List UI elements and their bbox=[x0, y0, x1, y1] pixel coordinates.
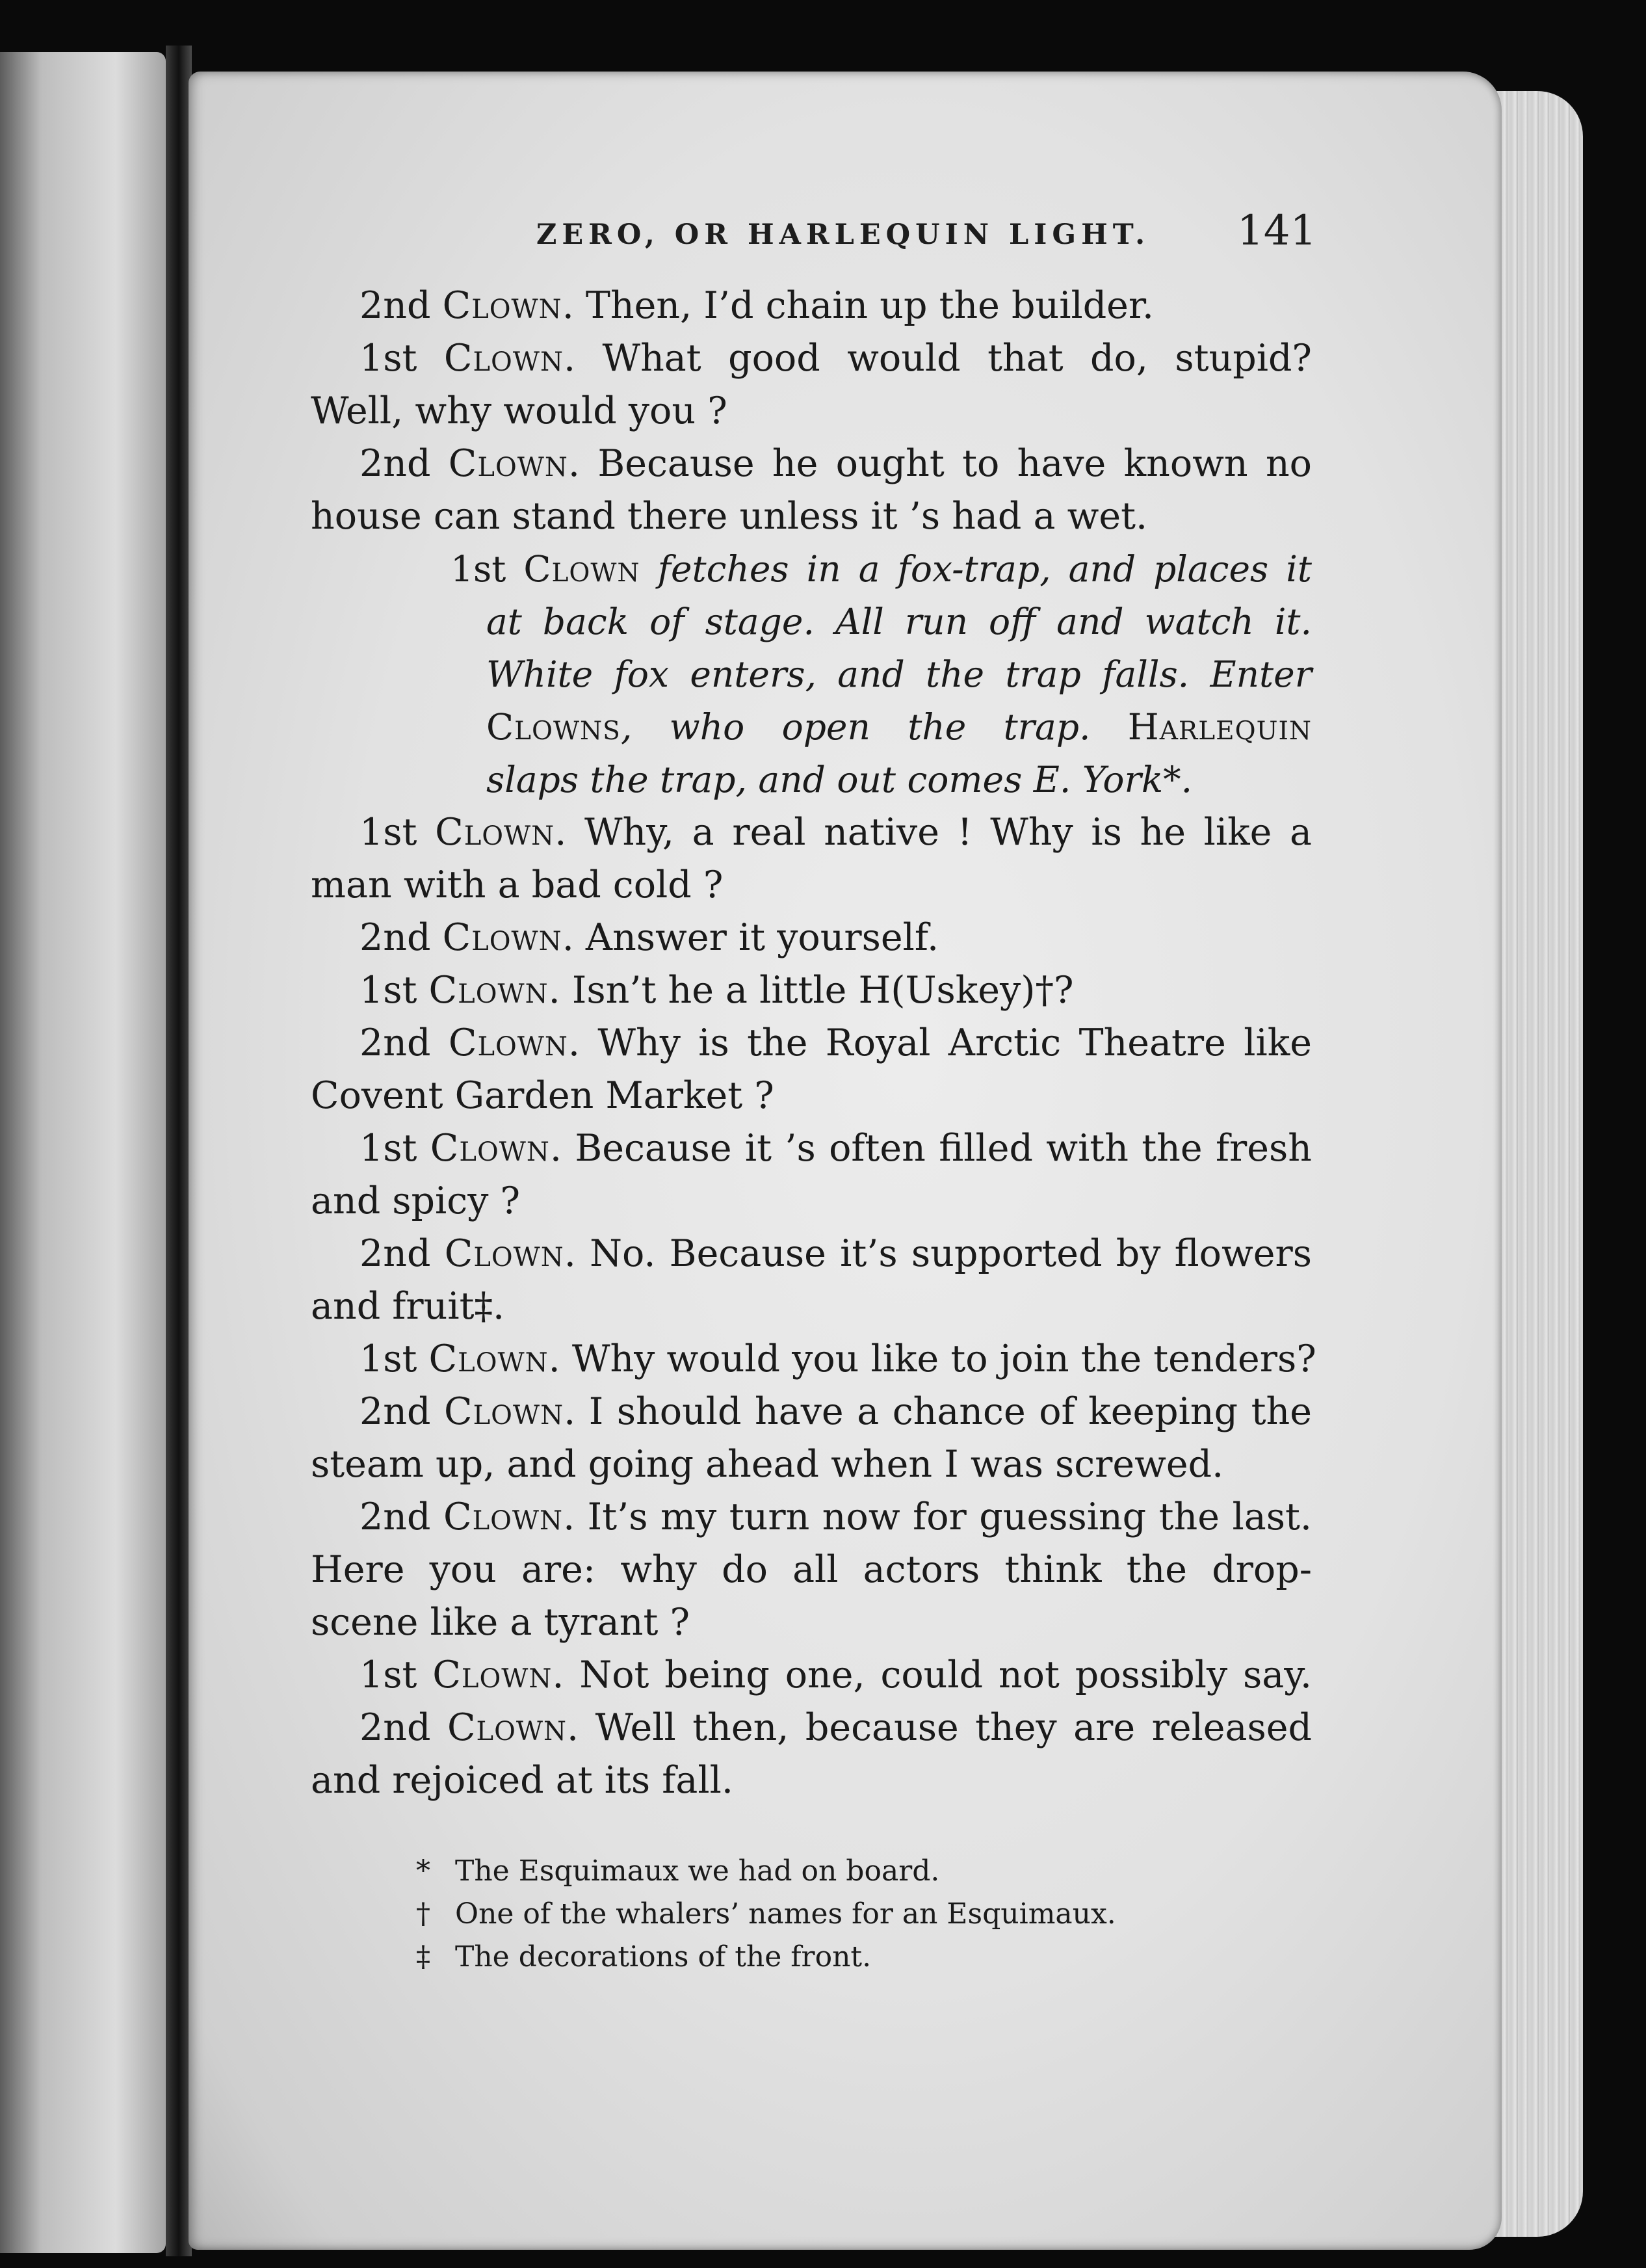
speaker-name: Clown bbox=[442, 916, 562, 959]
speaker-name: Clown bbox=[435, 811, 555, 854]
footnote: * The Esquimaux we had on board. bbox=[416, 1850, 1261, 1893]
stage-line: at back of stage. All run off and watch it. bbox=[486, 601, 1312, 642]
dialogue-line: 2nd Clown. Why is the Royal Arctic Theatre like bbox=[359, 1022, 1312, 1064]
left-page-edge bbox=[0, 52, 166, 2253]
stage-direction bbox=[311, 543, 1312, 806]
dialogue-line: 2nd Clown. Answer it yourself. bbox=[359, 916, 939, 959]
speaker-name: Clown bbox=[444, 1390, 564, 1433]
running-head: ZERO, OR HARLEQUIN LIGHT. bbox=[536, 218, 1151, 251]
stage-line: White fox enters, and the trap falls. Enter bbox=[486, 653, 1312, 695]
footnote: ‡ The decorations of the front. bbox=[416, 1936, 1261, 1979]
character-name: Harlequin bbox=[1127, 706, 1312, 748]
dialogue-line: Here you are: why do all actors think the drop- bbox=[311, 1548, 1312, 1591]
speaker-name: Clowns bbox=[486, 706, 621, 748]
speaker-name: Clown bbox=[447, 1706, 568, 1749]
dialogue-line: 2nd Clown. No. Because it’s supported by flowers bbox=[359, 1232, 1312, 1275]
dialogue-line: 1st Clown. Not being one, could not possibly say. bbox=[359, 1654, 1312, 1696]
footnote-mark: † bbox=[416, 1897, 430, 1931]
dialogue-line: Covent Garden Market ? bbox=[311, 1074, 774, 1117]
dialogue-line: and spicy ? bbox=[311, 1180, 521, 1222]
speaker-name: Clown bbox=[444, 1232, 564, 1275]
footnotes bbox=[416, 1850, 1261, 1979]
speaker-name: Clown bbox=[428, 969, 549, 1012]
dialogue-line: 2nd Clown. Because he ought to have known no bbox=[359, 442, 1312, 485]
dialogue-line: 1st Clown. Why would you like to join the tenders? bbox=[359, 1338, 1316, 1380]
speaker-name: Clown bbox=[428, 1338, 549, 1380]
stage-line: 1st Clown fetches in a fox-trap, and places it bbox=[451, 548, 1312, 590]
dialogue-line: 1st Clown. Because it ’s often filled with the fresh bbox=[359, 1127, 1312, 1170]
stage-line: slaps the trap, and out comes E. York*. bbox=[486, 759, 1193, 800]
dialogue-line: 2nd Clown. It’s my turn now for guessing the last. bbox=[359, 1496, 1312, 1538]
dialogue-line: 2nd Clown. Then, I’d chain up the builder. bbox=[359, 284, 1155, 327]
dialogue-line: 1st Clown. Why, a real native ! Why is he like a bbox=[359, 811, 1312, 854]
speaker-name: Clown bbox=[448, 442, 568, 485]
dialogue-line: 2nd Clown. Well then, because they are released bbox=[359, 1706, 1312, 1749]
dialogue-line: man with a bad cold ? bbox=[311, 864, 724, 906]
footnote-mark: ‡ bbox=[416, 1940, 430, 1973]
dialogue-line: and rejoiced at its fall. bbox=[311, 1759, 733, 1802]
stage-line: Clowns, who open the trap. Harlequin bbox=[486, 706, 1312, 748]
speaker-name: Clown bbox=[432, 1654, 553, 1696]
footnote: † One of the whalers’ names for an Esquimaux. bbox=[416, 1893, 1261, 1936]
dialogue-line: 2nd Clown. I should have a chance of keeping the bbox=[359, 1390, 1312, 1433]
footnote-mark: * bbox=[416, 1854, 430, 1888]
dialogue-line: and fruit‡. bbox=[311, 1285, 505, 1328]
speaker-name: Clown bbox=[442, 284, 562, 327]
dialogue-line: 1st Clown. Isn’t he a little H(Uskey)†? bbox=[359, 969, 1074, 1012]
speaker-name: Clown bbox=[430, 1127, 550, 1170]
dialogue-line: house can stand there unless it ’s had a wet. bbox=[311, 495, 1148, 538]
dialogue-line: 1st Clown. What good would that do, stupid? bbox=[359, 337, 1312, 380]
speaker-name: Clown bbox=[443, 1496, 564, 1538]
page-number: 141 bbox=[1237, 207, 1317, 255]
dialogue-line: scene like a tyrant ? bbox=[311, 1601, 690, 1644]
book-spine bbox=[166, 46, 192, 2256]
dialogue-line: steam up, and going ahead when I was screwed. bbox=[311, 1443, 1224, 1486]
speaker-name: Clown bbox=[443, 337, 564, 380]
dialogue-line: Well, why would you ? bbox=[311, 389, 727, 432]
speaker-name: Clown bbox=[448, 1022, 568, 1064]
speaker-name: Clown bbox=[523, 548, 640, 590]
dialogue-text bbox=[311, 280, 1316, 1807]
